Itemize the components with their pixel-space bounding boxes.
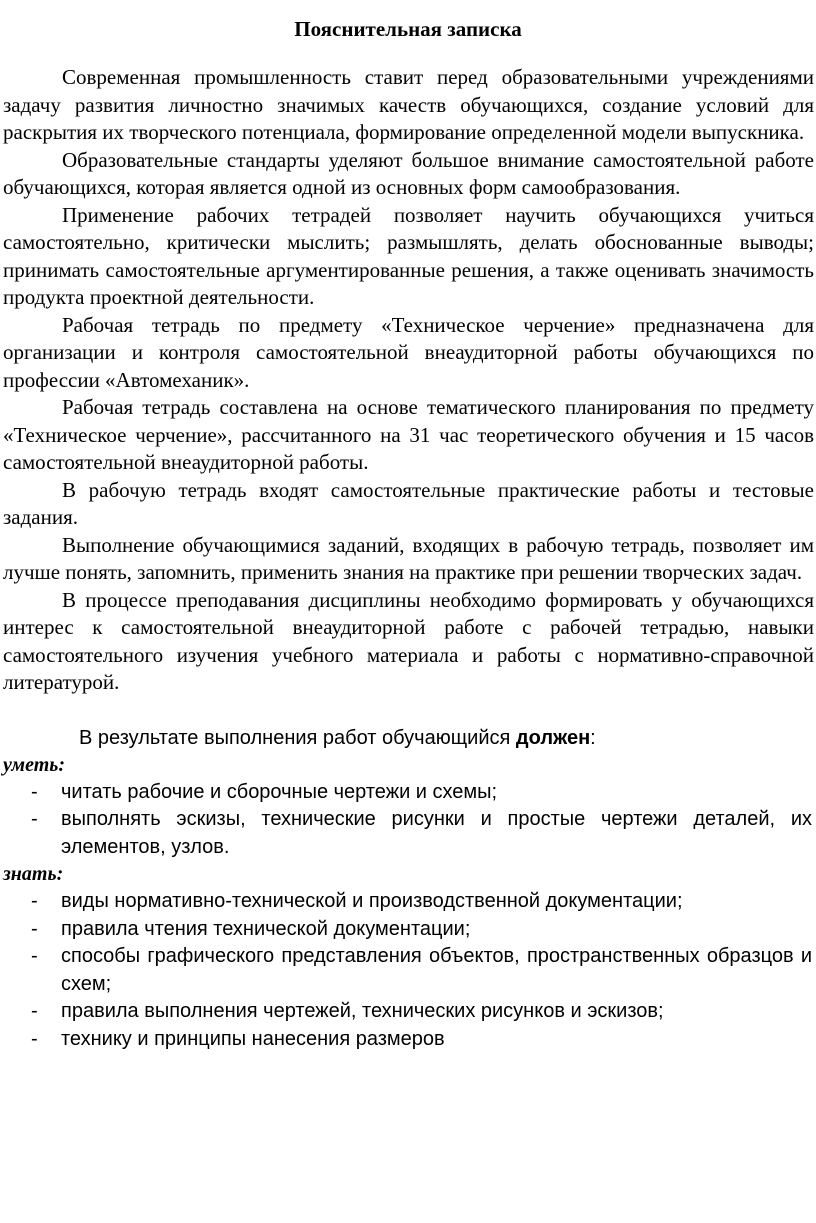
knowledge-item-text: способы графического представления объектов, пространственных образцов и схем; bbox=[61, 945, 812, 995]
document-title: Пояснительная записка bbox=[294, 17, 522, 41]
dash-bullet: - bbox=[31, 917, 38, 940]
result-bold-word: должен bbox=[515, 726, 591, 749]
paragraph-4: Рабочая тетрадь по предмету «Техническое черчение» предназначена для организации и контроля самостоятельной внеаудиторной работы обучающихся по профессии «Автомеханик». bbox=[3, 312, 814, 392]
paragraph-5: Рабочая тетрадь составлена на основе тематического планирования по предмету «Техническое черчение», рассчитанного на 31 час теоретического обучения и 15 часов самостоятельной внеаудиторной работы. bbox=[3, 395, 814, 474]
paragraph-8: В процессе преподавания дисциплины необходимо формировать у обучающихся интерес к самостоятельной внеаудиторной работе с рабочей тетрадью, навыки самостоятельного изучения учебного материала и работы с нормативно-справочной литературой. bbox=[3, 587, 814, 694]
paragraph-1: Современная промышленность ставит перед образовательными учреждениями задачу развития личностно значимых качеств обучающихся, создание условий для раскрытия их творческого потенциала, формирование определенной модели выпускника. bbox=[3, 65, 814, 144]
skills-label: уметь: bbox=[3, 753, 66, 776]
knowledge-label: знать: bbox=[3, 863, 64, 885]
skills-list bbox=[3, 779, 814, 862]
paragraph-2: Образовательные стандарты уделяют большое внимание самостоятельной работе обучающихся, которая является одной из основных форм самообразования. bbox=[3, 147, 814, 199]
list-item bbox=[3, 916, 814, 944]
dash-bullet: - bbox=[31, 1000, 38, 1022]
dash-bullet: - bbox=[31, 1027, 38, 1050]
list-item bbox=[3, 888, 814, 916]
list-item bbox=[3, 806, 814, 861]
list-item bbox=[3, 998, 814, 1026]
result-tail: : bbox=[590, 726, 596, 749]
dash-bullet: - bbox=[31, 945, 38, 967]
list-item bbox=[3, 943, 814, 998]
dash-bullet: - bbox=[31, 890, 38, 912]
section-spacer bbox=[3, 697, 814, 724]
knowledge-item-text: технику и принципы нанесения размеров bbox=[61, 1027, 445, 1050]
knowledge-item-text: правила выполнения чертежей, технических рисунков и эскизов; bbox=[61, 1000, 664, 1022]
paragraph-6: В рабочую тетрадь входят самостоятельные практические работы и тестовые задания. bbox=[3, 477, 814, 529]
list-item bbox=[3, 1026, 814, 1054]
knowledge-item-text: виды нормативно-технической и производственной документации; bbox=[61, 890, 683, 912]
document-body bbox=[3, 64, 814, 1053]
list-item bbox=[3, 779, 814, 807]
paragraph-3: Применение рабочих тетрадей позволяет научить обучающихся учиться самостоятельно, критически мыслить; размышлять, делать обоснованные выводы; принимать самостоятельные аргументированные решения, а также оценивать значимость продукта проектной деятельности. bbox=[3, 202, 814, 309]
skill-item-text: читать рабочие и сборочные чертежи и схемы; bbox=[61, 780, 498, 803]
result-lead: В результате выполнения работ обучающийся bbox=[79, 726, 516, 749]
skill-item-text: выполнять эскизы, технические рисунки и простые чертежи деталей, их элементов, узлов. bbox=[61, 808, 812, 858]
result-statement bbox=[3, 724, 814, 752]
knowledge-item-text: правила чтения технической документации; bbox=[61, 917, 471, 940]
dash-bullet: - bbox=[31, 780, 38, 803]
paragraph-7: Выполнение обучающимися заданий, входящих в рабочую тетрадь, позволяет им лучше понять, запомнить, применить знания на практике при решении творческих задач. bbox=[3, 532, 814, 584]
dash-bullet: - bbox=[31, 808, 38, 830]
knowledge-list bbox=[3, 888, 814, 1053]
